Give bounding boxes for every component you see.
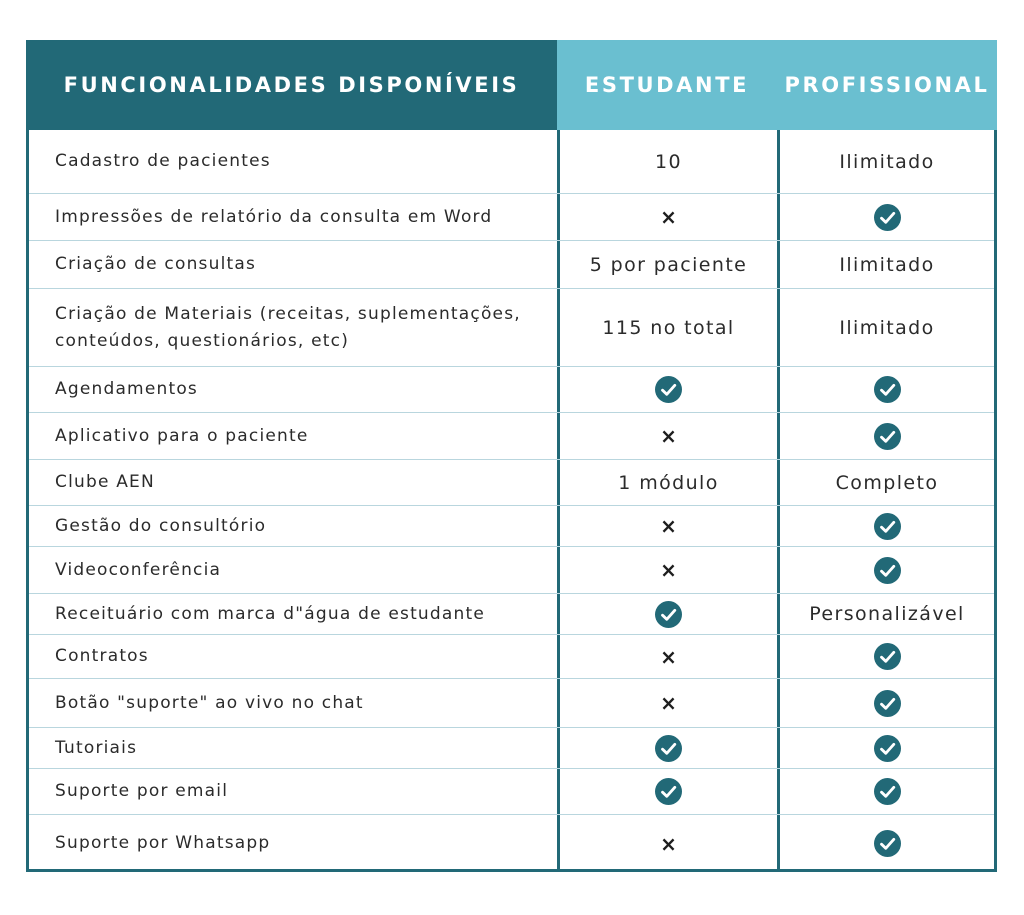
professional-cell <box>780 460 994 505</box>
feature-label: Clube AEN <box>55 472 155 492</box>
student-cell <box>560 594 777 634</box>
check-icon <box>655 601 682 628</box>
table-row <box>29 594 994 635</box>
table-row <box>29 635 994 679</box>
student-value: 115 no total <box>602 316 735 339</box>
table-row <box>29 241 994 289</box>
student-cell <box>560 769 777 814</box>
check-icon <box>874 513 901 540</box>
professional-value: Ilimitado <box>839 253 935 276</box>
cross-icon: × <box>660 831 677 856</box>
table-row <box>29 413 994 460</box>
feature-label: Cadastro de pacientes <box>55 151 271 171</box>
feature-label: Agendamentos <box>55 379 198 399</box>
student-value: 5 por paciente <box>589 253 748 276</box>
header-professional: PROFISSIONAL <box>777 40 997 130</box>
student-cell <box>560 815 777 872</box>
student-cell <box>560 547 777 593</box>
professional-cell <box>780 769 994 814</box>
cross-icon: × <box>660 514 677 538</box>
professional-cell <box>780 413 994 459</box>
student-value: 1 módulo <box>618 471 719 494</box>
feature-label: Contratos <box>55 646 149 666</box>
student-cell <box>560 367 777 412</box>
feature-label: Criação de consultas <box>55 254 257 274</box>
cross-icon: × <box>660 644 677 669</box>
student-cell <box>560 460 777 505</box>
check-icon <box>874 778 901 805</box>
feature-label: Impressões de relatório da consulta em Word <box>55 206 493 227</box>
professional-value: Ilimitado <box>839 316 935 339</box>
check-icon <box>874 690 901 717</box>
professional-cell <box>780 594 994 634</box>
check-icon <box>874 423 901 450</box>
professional-cell <box>780 289 994 366</box>
table-row <box>29 289 994 367</box>
table-row <box>29 367 994 413</box>
table-row <box>29 769 994 815</box>
table-row <box>29 728 994 769</box>
feature-label: Receituário com marca d"água de estudante <box>55 603 486 624</box>
check-icon <box>655 735 682 762</box>
feature-label: Aplicativo para o paciente <box>55 425 309 446</box>
student-cell <box>560 635 777 678</box>
check-icon <box>874 376 901 403</box>
student-cell <box>560 130 777 193</box>
professional-cell <box>780 194 994 240</box>
table-row <box>29 679 994 728</box>
professional-cell <box>780 679 994 727</box>
table-row <box>29 130 994 194</box>
check-icon <box>874 830 901 857</box>
feature-label: Criação de Materiais (receitas, suplementações, conteúdos, questionários, etc) <box>55 303 521 351</box>
feature-label: Videoconferência <box>55 559 222 580</box>
feature-label: Tutoriais <box>55 737 138 758</box>
student-cell <box>560 194 777 240</box>
table-row <box>29 194 994 241</box>
feature-label: Botão "suporte" ao vivo no chat <box>55 692 364 713</box>
check-icon <box>874 204 901 231</box>
cross-icon: × <box>660 558 677 582</box>
professional-cell <box>780 547 994 593</box>
student-cell <box>560 679 777 727</box>
check-icon <box>874 735 901 762</box>
student-value: 10 <box>655 150 682 173</box>
cross-icon: × <box>660 205 677 229</box>
table-row <box>29 547 994 594</box>
header-student: ESTUDANTE <box>557 40 777 130</box>
professional-cell <box>780 130 994 193</box>
table-row <box>29 460 994 506</box>
table-body <box>26 130 997 872</box>
check-icon <box>655 376 682 403</box>
feature-label: Gestão do consultório <box>55 515 267 536</box>
header-features: FUNCIONALIDADES DISPONÍVEIS <box>26 40 557 130</box>
feature-label: Suporte por Whatsapp <box>55 833 271 853</box>
professional-cell <box>780 815 994 872</box>
student-cell <box>560 289 777 366</box>
professional-value: Ilimitado <box>839 150 935 173</box>
check-icon <box>874 557 901 584</box>
professional-value: Completo <box>835 471 939 494</box>
cross-icon: × <box>660 691 677 715</box>
student-cell <box>560 413 777 459</box>
table-row <box>29 815 994 872</box>
table-row <box>29 506 994 547</box>
check-icon <box>874 643 901 670</box>
student-cell <box>560 506 777 546</box>
student-cell <box>560 728 777 768</box>
professional-value: Personalizável <box>809 603 965 625</box>
professional-cell <box>780 367 994 412</box>
professional-cell <box>780 506 994 546</box>
professional-cell <box>780 635 994 678</box>
comparison-table <box>26 40 997 872</box>
student-cell <box>560 241 777 288</box>
check-icon <box>655 778 682 805</box>
cross-icon: × <box>660 424 677 448</box>
professional-cell <box>780 241 994 288</box>
professional-cell <box>780 728 994 768</box>
feature-label: Suporte por email <box>55 781 229 801</box>
